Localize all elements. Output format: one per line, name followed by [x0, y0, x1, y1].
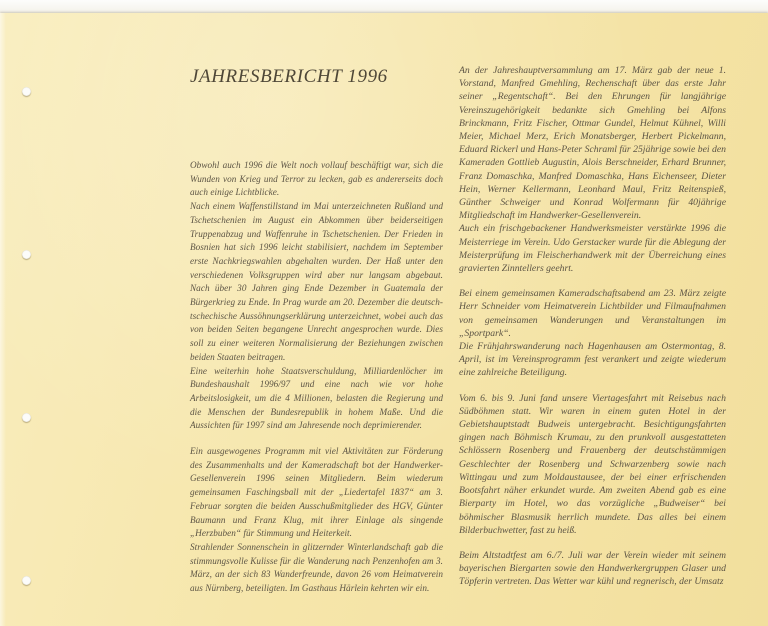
text-column-right [459, 64, 726, 589]
scan-edge-top [0, 0, 768, 13]
paragraph: Die Frühjahrswanderung nach Hagenhausen am Ostermontag, 8. April, ist im Vereinsprogramm fest verankert und zeigte wiederum eine zahlreiche Beteiligung. [459, 341, 726, 379]
punch-hole [22, 250, 31, 259]
page-title: JAHRESBERICHT 1996 [190, 66, 388, 87]
paragraph: Eine weiterhin hohe Staatsverschuldung, Milliardenlöcher im Bundeshaushalt 1996/97 und eine nach wie vor hohe Arbeitslosigkeit, um die 4 Millionen, belasten die Regierung und die Menschen der Bundesrepublik in hohem Maße. Und die Aussichten für 1997 sind am Jahresende noch deprimierender. [190, 365, 443, 431]
punch-hole [22, 87, 31, 96]
paragraph: Bei einem gemeinsamen Kameradschaftsabend am 23. März zeigte Herr Schneider vom Heimatverein Lichtbilder und Filmaufnahmen von gemeinsamen Wanderungen und Veranstaltungen im „Sportpark“. [459, 288, 726, 339]
document-page [0, 13, 768, 626]
paragraph: Strahlender Sonnenschein in glitzernder Winterlandschaft gab die stimmungsvolle Kulisse für die Wanderung nach Penzenhofen am 3. März, an der sich 83 Wanderfreunde, davon 26 vom Heimatverein aus Nürnberg, beteiligten. Im Gasthaus Härlein kehrten wir ein. [190, 541, 443, 594]
punch-hole [22, 413, 31, 422]
text-column-left [190, 159, 443, 596]
paragraph: Beim Altstadtfest am 6./7. Juli war der Verein wieder mit seinem bayerischen Biergarten sowie den Handwerkergruppen Glaser und Töpferin vertreten. Das Wetter war kühl und regnerisch, der Umsatz [459, 549, 726, 588]
paragraph: Obwohl auch 1996 die Welt noch vollauf beschäftigt war, sich die Wunden von Krieg und Terror zu lecken, gab es andererseits doch auch einige Lichtblicke. [190, 160, 443, 198]
paragraph: An der Jahreshauptversammlung am 17. März gab der neue 1. Vorstand, Manfred Gmehling, Rechenschaft über das erste Jahr seiner „Regentschaft“. Bei den Ehrungen für langjährige Vereinszugehörigkeit bedankte sich Gmehling bei Alfons Brinckmann, Fritz Fischer, Ottmar Gundel, Helmut Kühnel, Willi Meier, Michael Merz, Erich Monatsberger, Herbert Pickelmann, Eduard Rickerl und Hans-Peter Schraml für 25jährige sowie bei den Kameraden Gottlieb Augustin, Alois Berschneider, Erhard Brunner, Franz Domaschka, Manfred Domaschka, Hans Eichenseer, Dieter Hein, Werner Kellermann, Leonhard Maul, Fritz Reitenspieß, Günther Schweiger und Konrad Wolfermann für 40jährige Mitgliedschaft im Handwerker-Gesellenverein. [459, 65, 726, 222]
paragraph: Nach einem Waffenstillstand im Mai unterzeichneten Rußland und Tschetschenien im August ein Abkommen über beiderseitigen Truppenabzug und Waffenruhe in Tschetschenien. Der Frieden in Bosnien hat sich 1996 leicht stabilisiert, nachdem im September erste Nachkriegswahlen abgehalten wurden. Der Haß unter den verschiedenen Volksgruppen wird aber nur langsam abgebaut. Nach über 30 Jahren ging Ende Dezember in Guatemala der Bürgerkrieg zu Ende. In Prag wurde am 20. Dezember die deutsch-tschechische Aussöhnungserklärung unterzeichnet, wobei auch das von beiden Seiten begangene Unrecht angesprochen wurde. Dies soll zu einer weiteren Normalisierung der Beziehungen zwischen beiden Staaten beitragen. [190, 201, 443, 362]
paragraph: Ein ausgewogenes Programm mit viel Aktivitäten zur Förderung des Zusammenhalts und der Kameradschaft bot der Handwerker-Gesellenverein 1996 seinen Mitgliedern. Beim wiederum gemeinsamen Faschingsball mit der „Liedertafel 1837“ am 3. Februar sorgten die beiden Ausschußmitglieder des HGV, Günter Baumann und Franz Klug, mit ihrer Einlage als singende „Herzbuben“ für Stimmung und Heiterkeit. [190, 446, 443, 539]
paragraph: Vom 6. bis 9. Juni fand unsere Viertagesfahrt mit Reisebus nach Südböhmen statt. Wir waren in einem guten Hotel in der Gebietshauptstadt Budweis untergebracht. Besichtigungsfahrten gingen nach Böhmisch Krumau, zu den prunkvoll ausgestatteten Schlössern Rosenberg und Frauenberg der deutschstämmigen Geschlechter der Rosenberg und Schwarzenberg sowie nach Wittingau und zum Moldaustausee, der bei einer erfrischenden Bootsfahrt näher erkundet wurde. Am zweiten Abend gab es eine Bierparty im Hotel, wo das vorzügliche „Budweiser“ bei böhmischer Blasmusik herrlich mundete. Das alles bei einem Bilderbuchwetter, fast zu heiß. [459, 392, 726, 536]
punch-hole [22, 576, 31, 585]
paragraph: Auch ein frischgebackener Handwerksmeister verstärkte 1996 die Meisterriege im Verein. Udo Gerstacker wurde für die Ablegung der Meisterprüfung im Fleischerhandwerk mit der Überreichung eines gravierten Zinntellers geehrt. [459, 223, 726, 275]
